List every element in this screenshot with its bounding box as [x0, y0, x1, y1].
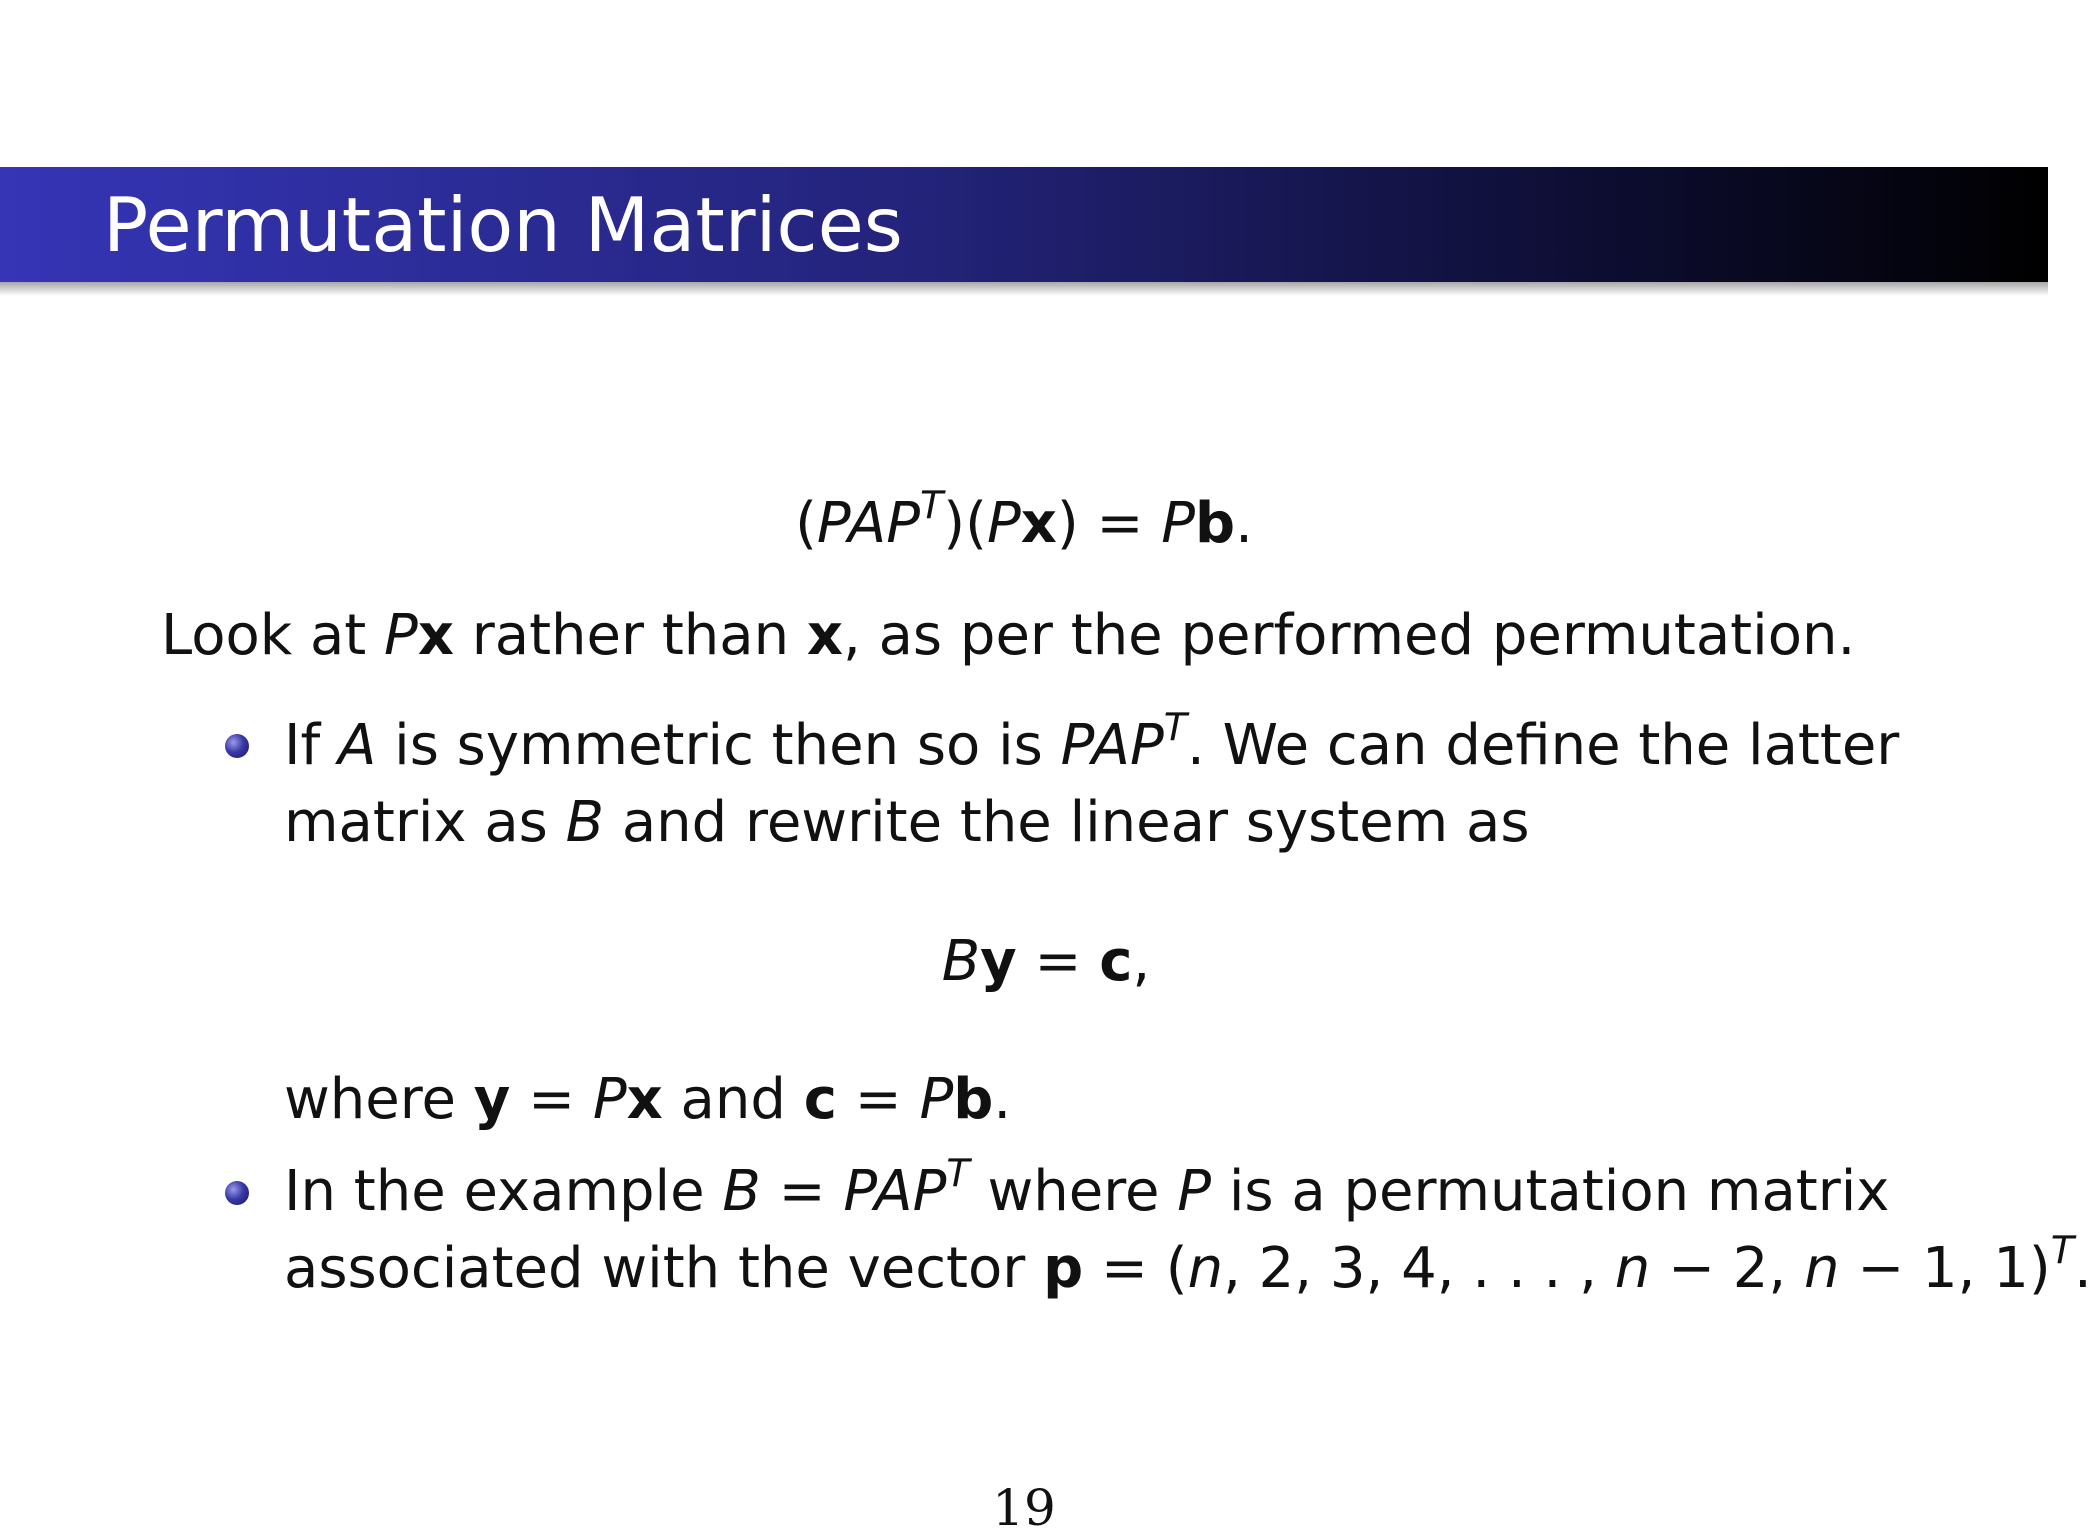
- bullet-1-line-1: If A is symmetric then so is $PAP^T$. We can define the latter: [284, 705, 1900, 778]
- title-shadow: [0, 282, 2048, 296]
- page-number: 19: [992, 1479, 1056, 1537]
- bullet-1-where-line: where y = Px and c = Pb.: [284, 1067, 1012, 1132]
- slide-title: Permutation Matrices: [103, 181, 903, 269]
- bullet-icon: [225, 1181, 249, 1205]
- bullet-2-line-2: associated with the vector p = (n, 2, 3, 4, . . . , n − 2, n − 1, 1)$^T$.: [284, 1228, 2092, 1301]
- equation-by-equals-c: By = c,: [941, 929, 1151, 994]
- equation-permuted-system: $(PAP^T)(Px) = Pb$.: [795, 483, 1253, 556]
- intro-paragraph: Look at Px rather than x, as per the performed permutation.: [161, 603, 1856, 668]
- bullet-2-line-1: In the example $B = PAP^T$ where P is a permutation matrix: [284, 1151, 1890, 1224]
- bullet-1-line-2: matrix as B and rewrite the linear system as: [284, 790, 1530, 855]
- bullet-icon: [225, 734, 249, 758]
